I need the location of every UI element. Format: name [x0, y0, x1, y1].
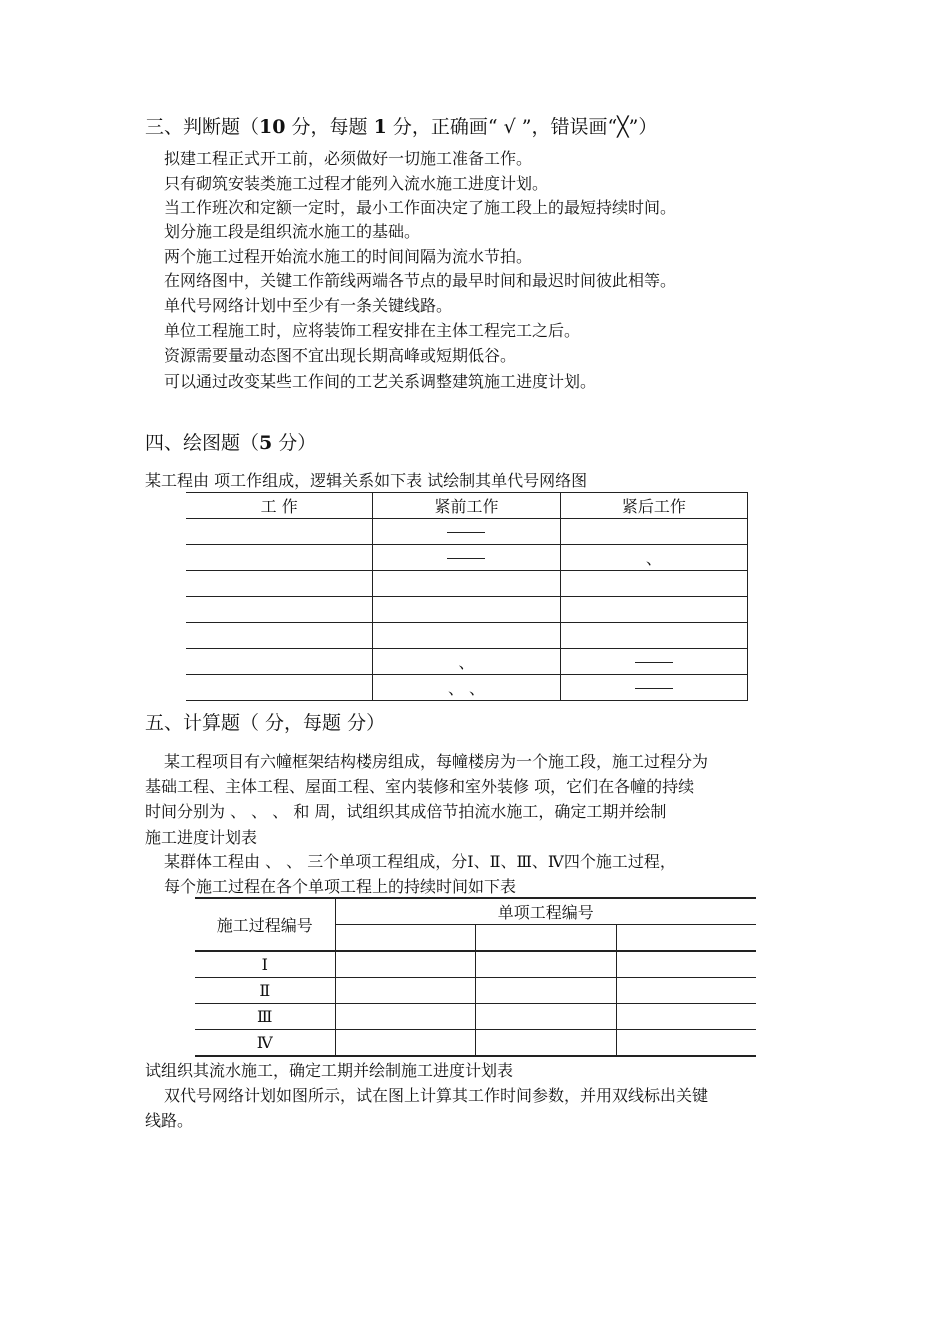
cell-predecessor — [373, 571, 560, 597]
dash-mark — [447, 558, 485, 559]
cell-work — [186, 519, 373, 545]
table-row — [186, 675, 748, 701]
judgement-item: 当工作班次和定额一定时，最小工作面决定了施工段上的最短持续时间。 — [164, 198, 677, 217]
cell-predecessor — [373, 545, 560, 571]
section4-intro: 某工程由 项工作组成，逻辑关系如下表 试绘制其单代号网络图 — [145, 471, 588, 490]
section4-title-part: 分） — [272, 432, 317, 454]
cell-duration — [616, 1030, 756, 1057]
judgement-item: 在网络图中，关键工作箭线两端各节点的最早时间和最迟时间彼此相等。 — [164, 271, 677, 290]
dash-mark — [447, 532, 485, 533]
row-header-process: 施工过程编号 — [195, 898, 335, 951]
section3-title-part: 三、判断题（ — [145, 116, 260, 138]
cell-duration — [335, 1030, 475, 1057]
section3-title-part: 分，每题 — [285, 116, 374, 138]
judgement-item: 拟建工程正式开工前，必须做好一切施工准备工作。 — [164, 149, 533, 168]
cell-work — [186, 571, 373, 597]
table-row — [195, 978, 756, 1004]
section3-per-score: 1 — [373, 116, 387, 138]
process-label: Ⅰ — [195, 951, 335, 978]
table-header-row — [195, 898, 756, 925]
q1-line: 时间分别为 、 、 、 和 周，试组织其成倍节拍流水施工，确定工期并绘制 — [145, 802, 667, 821]
process-label: Ⅲ — [195, 1004, 335, 1030]
cell-successor — [560, 519, 747, 545]
judgement-item: 可以通过改变某些工作间的工艺关系调整建筑施工进度计划。 — [164, 372, 597, 391]
cell-predecessor — [373, 519, 560, 545]
cell-duration — [476, 1030, 616, 1057]
judgement-item: 资源需要量动态图不宜出现长期高峰或短期低谷。 — [164, 346, 517, 365]
cell-duration — [616, 951, 756, 978]
process-label: Ⅱ — [195, 978, 335, 1004]
section3-title-part: 分，正确画“ √ ”，错误画“╳”） — [386, 116, 658, 138]
table-header-row — [186, 493, 748, 519]
logic-table — [186, 492, 748, 701]
cell-project-no — [616, 925, 756, 952]
table-row — [186, 545, 748, 571]
cell-project-no — [476, 925, 616, 952]
cell-work — [186, 649, 373, 675]
cell-duration — [335, 978, 475, 1004]
q2-line: 每个施工过程在各个单项工程上的持续时间如下表 — [164, 877, 517, 896]
col-header-successor: 紧后工作 — [560, 493, 747, 519]
cell-predecessor — [373, 597, 560, 623]
q1-line: 施工进度计划表 — [145, 828, 258, 847]
cell-work — [186, 623, 373, 649]
cell-successor — [560, 675, 747, 701]
q3-line: 双代号网络计划如图所示，试在图上计算其工作时间参数，并用双线标出关键 — [164, 1086, 709, 1105]
cell-duration — [335, 1004, 475, 1030]
table-row — [195, 951, 756, 978]
cell-predecessor: 、 、 — [373, 675, 560, 701]
col-header-work: 工 作 — [186, 493, 373, 519]
section4-score: 5 — [259, 432, 273, 454]
cell-project-no — [335, 925, 475, 952]
cell-successor — [560, 623, 747, 649]
q2-line: 某群体工程由 、 、 三个单项工程组成，分Ⅰ、Ⅱ、Ⅲ、Ⅳ四个施工过程， — [164, 852, 676, 871]
table-row — [186, 597, 748, 623]
cell-predecessor: 、 — [373, 649, 560, 675]
judgement-item: 划分施工段是组织流水施工的基础。 — [164, 222, 421, 241]
judgement-item: 单代号网络计划中至少有一条关键线路。 — [164, 296, 453, 315]
cell-duration — [476, 978, 616, 1004]
col-header-project: 单项工程编号 — [335, 898, 756, 925]
cell-predecessor — [373, 623, 560, 649]
section4-title-part: 四、绘图题（ — [145, 432, 260, 454]
cell-duration — [476, 1004, 616, 1030]
cell-successor — [560, 571, 747, 597]
after-table-text: 试组织其流水施工，确定工期并绘制施工进度计划表 — [145, 1061, 514, 1080]
dash-mark — [635, 688, 673, 689]
table-row — [195, 1004, 756, 1030]
cell-duration — [616, 1004, 756, 1030]
judgement-item: 单位工程施工时，应将装饰工程安排在主体工程完工之后。 — [164, 321, 581, 340]
cell-duration — [616, 978, 756, 1004]
dash-mark — [635, 662, 673, 663]
table-row — [186, 649, 748, 675]
section3-title — [145, 112, 657, 139]
table-row — [195, 1030, 756, 1057]
q1-line: 基础工程、主体工程、屋面工程、室内装修和室外装修 项，它们在各幢的持续 — [145, 777, 695, 796]
cell-work — [186, 597, 373, 623]
section5-title: 五、计算题（ 分，每题 分） — [145, 712, 386, 734]
cell-duration — [335, 951, 475, 978]
cell-work — [186, 675, 373, 701]
table-row — [186, 571, 748, 597]
section3-total-score: 10 — [259, 116, 286, 138]
cell-duration — [476, 951, 616, 978]
q3-line: 线路。 — [145, 1111, 194, 1130]
cell-successor: 、 — [560, 545, 747, 571]
duration-table — [195, 897, 756, 1057]
judgement-item: 两个施工过程开始流水施工的时间间隔为流水节拍。 — [164, 247, 533, 266]
q1-line: 某工程项目有六幢框架结构楼房组成，每幢楼房为一个施工段，施工过程分为 — [164, 752, 709, 771]
process-label: Ⅳ — [195, 1030, 335, 1057]
cell-successor — [560, 649, 747, 675]
cell-successor — [560, 597, 747, 623]
table-row — [186, 623, 748, 649]
cell-work — [186, 545, 373, 571]
table-row — [186, 519, 748, 545]
section4-title — [145, 428, 316, 455]
judgement-item: 只有砌筑安装类施工过程才能列入流水施工进度计划。 — [164, 174, 549, 193]
col-header-predecessor: 紧前工作 — [373, 493, 560, 519]
